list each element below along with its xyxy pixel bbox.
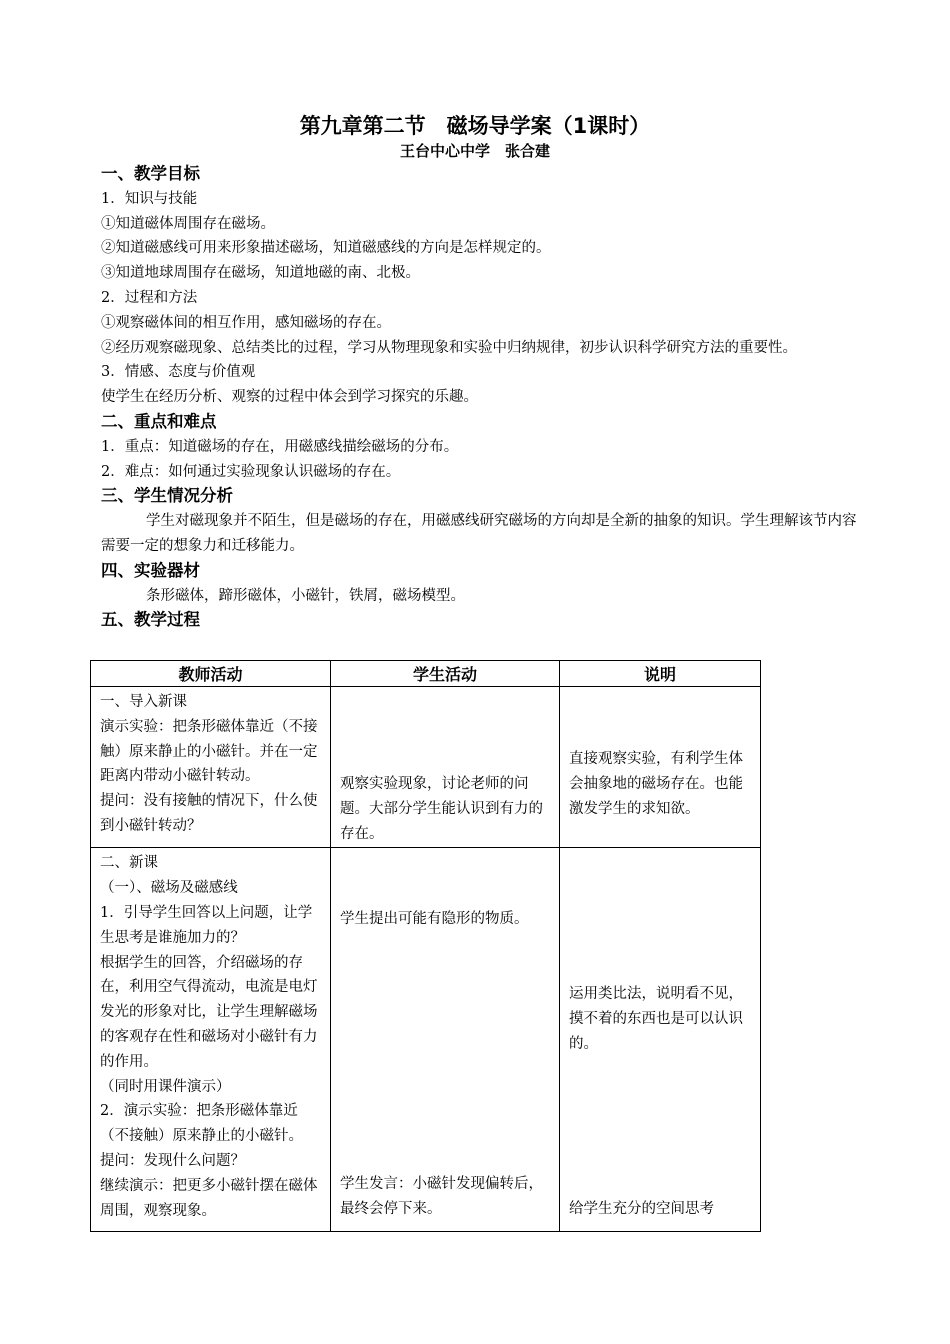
section-heading-process: 五、教学过程 xyxy=(101,610,200,630)
paragraph: ③知道地球周围存在磁场，知道地磁的南、北极。 xyxy=(101,265,420,282)
paragraph: 学生对磁现象并不陌生，但是磁场的存在，用磁感线研究磁场的方向却是全新的抽象的知识。学生理解该节内容需要一定的想象力和迁移能力。 xyxy=(101,513,857,554)
cell-text: 演示实验：把条形磁体靠近（不接触）原来静止的小磁针。并在一定距离内带动小磁针转动。 xyxy=(100,718,318,785)
table-cell xyxy=(331,848,560,1232)
author-line: 王台中心中学 张合建 xyxy=(399,142,550,160)
table-header-row xyxy=(91,661,761,687)
paragraph: 2．难点：如何通过实验现象认识磁场的存在。 xyxy=(101,463,401,480)
cell-text: 根据学生的回答，介绍磁场的存在，利用空气得流动，电流是电灯发光的形象对比，让学生理解磁场的客观存在性和磁场对小磁针有力的作用。 xyxy=(100,954,318,1070)
table-cell xyxy=(331,687,560,848)
column-header-note: 说明 xyxy=(560,661,761,687)
paragraph: 2．过程和方法 xyxy=(101,289,198,306)
cell-text: 继续演示：把更多小磁针摆在磁体周围，观察现象。 xyxy=(100,1177,318,1219)
table-row xyxy=(91,687,761,848)
paragraph: 1．知识与技能 xyxy=(101,190,198,207)
cell-text: 给学生充分的空间思考 xyxy=(569,1200,714,1217)
section-heading-student-analysis: 三、学生情况分析 xyxy=(101,486,233,506)
section-heading-objectives: 一、教学目标 xyxy=(101,164,200,183)
table-cell xyxy=(91,687,331,848)
section-heading-equipment: 四、实验器材 xyxy=(101,560,200,580)
cell-text: 二、新课 xyxy=(100,855,158,872)
document-body xyxy=(101,162,861,633)
paragraph: 3．情感、态度与价值观 xyxy=(101,364,256,381)
page-bottom-margin xyxy=(0,1232,950,1344)
cell-text: 直接观察实验，有利学生体会抽象地的磁场存在。也能激发学生的求知欲。 xyxy=(569,751,743,817)
cell-text: 观察实验现象，讨论老师的问题。大部分学生能认识到有力的存在。 xyxy=(340,776,543,842)
cell-text: 学生提出可能有隐形的物质。 xyxy=(340,911,529,928)
paragraph: ②经历观察磁现象、总结类比的过程，学习从物理现象和实验中归纳规律，初步认识科学研究方法的重要性。 xyxy=(101,339,797,356)
teaching-process-table xyxy=(90,660,761,1232)
section-heading-key-points: 二、重点和难点 xyxy=(101,411,217,431)
cell-text: 学生发言：小磁针发现偏转后，最终会停下来。 xyxy=(340,1176,543,1217)
cell-text: （一）、磁场及磁感线 xyxy=(100,880,238,897)
table-cell xyxy=(91,848,331,1232)
cell-text: 提问：发现什么问题？ xyxy=(100,1152,245,1169)
table-cell xyxy=(560,848,761,1232)
column-header-student: 学生活动 xyxy=(331,661,560,687)
cell-text: 一、导入新课 xyxy=(100,694,187,710)
paragraph: ②知道磁感线可用来形象描述磁场，知道磁感线的方向是怎样规定的。 xyxy=(101,240,551,257)
table-row xyxy=(91,848,761,1232)
table-cell xyxy=(560,687,761,848)
page-title: 第九章第二节 磁场导学案（1课时） xyxy=(299,114,651,138)
paragraph: 使学生在经历分析、观察的过程中体会到学习探究的乐趣。 xyxy=(101,389,478,406)
paragraph: ①知道磁体周围存在磁场。 xyxy=(101,215,275,232)
cell-text: 1．引导学生回答以上问题，让学生思考是谁施加力的？ xyxy=(100,904,313,946)
cell-text: 2．演示实验：把条形磁体靠近（不接触）原来静止的小磁针。 xyxy=(100,1103,303,1145)
column-header-teacher: 教师活动 xyxy=(91,661,331,687)
cell-text: 运用类比法，说明看不见，摸不着的东西也是可以认识的。 xyxy=(569,986,743,1052)
cell-text: 提问：没有接触的情况下，什么使到小磁针转动？ xyxy=(100,793,318,834)
cell-text: （同时用课件演示） xyxy=(100,1078,231,1095)
paragraph: 条形磁体，蹄形磁体，小磁针，铁屑，磁场模型。 xyxy=(146,587,465,604)
paragraph: 1．重点：知道磁场的存在，用磁感线描绘磁场的分布。 xyxy=(101,438,459,455)
paragraph: ①观察磁体间的相互作用，感知磁场的存在。 xyxy=(101,314,391,331)
